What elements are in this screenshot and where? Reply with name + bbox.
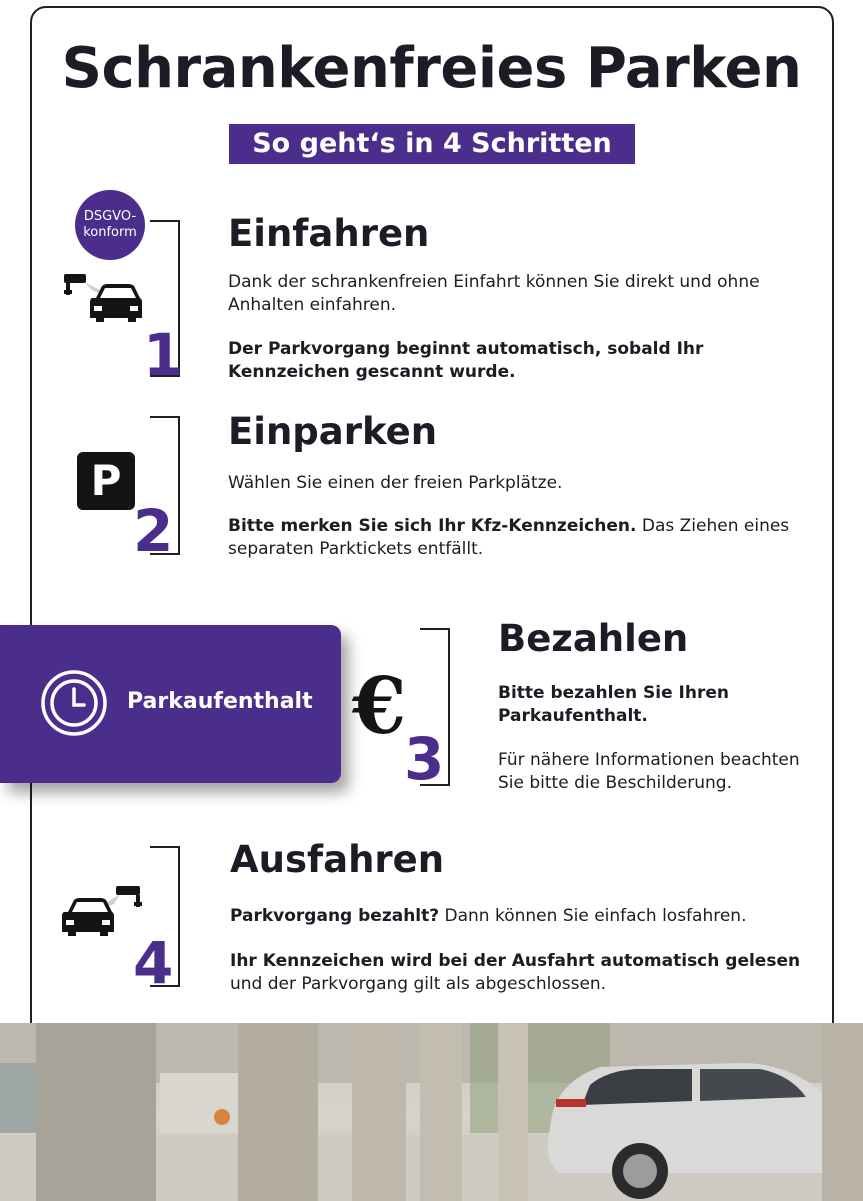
parking-garage-photo bbox=[0, 1023, 863, 1201]
step-1-title: Einfahren bbox=[228, 212, 430, 255]
step-2-bold-text: Bitte merken Sie sich Ihr Kfz-Kennzeichen. bbox=[228, 516, 637, 536]
parking-sign-icon: P bbox=[77, 452, 135, 510]
page-title: Schrankenfreies Parken bbox=[61, 36, 802, 101]
badge-line-1: DSGVO- bbox=[83, 209, 137, 224]
step-4-bold-text-2: Ihr Kennzeichen wird bei der Ausfahrt automatisch gelesen bbox=[230, 951, 801, 971]
step-2-text: Wählen Sie einen der freien Parkplätze. bbox=[228, 473, 563, 493]
garage-illustration bbox=[0, 1023, 863, 1201]
step-4-text bbox=[230, 905, 810, 928]
step-4-rest-text-2: und der Parkvorgang gilt als abgeschlossen. bbox=[230, 974, 607, 994]
step-2-rest-text: Das Ziehen eines separaten Parktickets entfällt. bbox=[228, 516, 790, 559]
step-3-title: Bezahlen bbox=[498, 617, 689, 660]
subtitle-banner: So geht‘s in 4 Schritten bbox=[229, 124, 635, 164]
step-4-text-2 bbox=[230, 950, 810, 996]
step-2-number: 2 bbox=[133, 497, 174, 565]
parkaufenthalt-panel bbox=[0, 625, 341, 783]
step-1-number: 1 bbox=[143, 321, 184, 389]
step-2-text-2 bbox=[228, 515, 808, 561]
step-3-text: Für nähere Informationen beachten Sie bitte die Beschilderung. bbox=[498, 750, 800, 793]
step-4-rest-text: Dann können Sie einfach losfahren. bbox=[439, 906, 747, 926]
clock-icon bbox=[40, 669, 108, 737]
step-4-bold-text: Parkvorgang bezahlt? bbox=[230, 906, 440, 926]
step-3-number: 3 bbox=[404, 725, 445, 793]
parkaufenthalt-label: Parkaufenthalt bbox=[127, 689, 313, 714]
step-3-bold-text: Bitte bezahlen Sie Ihren Parkaufenthalt. bbox=[498, 683, 729, 726]
step-1-text: Dank der schrankenfreien Einfahrt können Sie direkt und ohne Anhalten einfahren. bbox=[228, 272, 760, 315]
car-camera-icon bbox=[62, 884, 144, 940]
car-camera-icon bbox=[62, 272, 144, 326]
dsgvo-badge bbox=[75, 190, 145, 260]
step-4-number: 4 bbox=[133, 929, 174, 997]
step-1-bold-text: Der Parkvorgang beginnt automatisch, sobald Ihr Kennzeichen gescannt wurde. bbox=[228, 339, 704, 382]
step-2-title: Einparken bbox=[228, 410, 438, 453]
badge-line-2: konform bbox=[83, 225, 137, 240]
euro-icon: € bbox=[352, 661, 407, 752]
step-4-title: Ausfahren bbox=[230, 838, 445, 881]
